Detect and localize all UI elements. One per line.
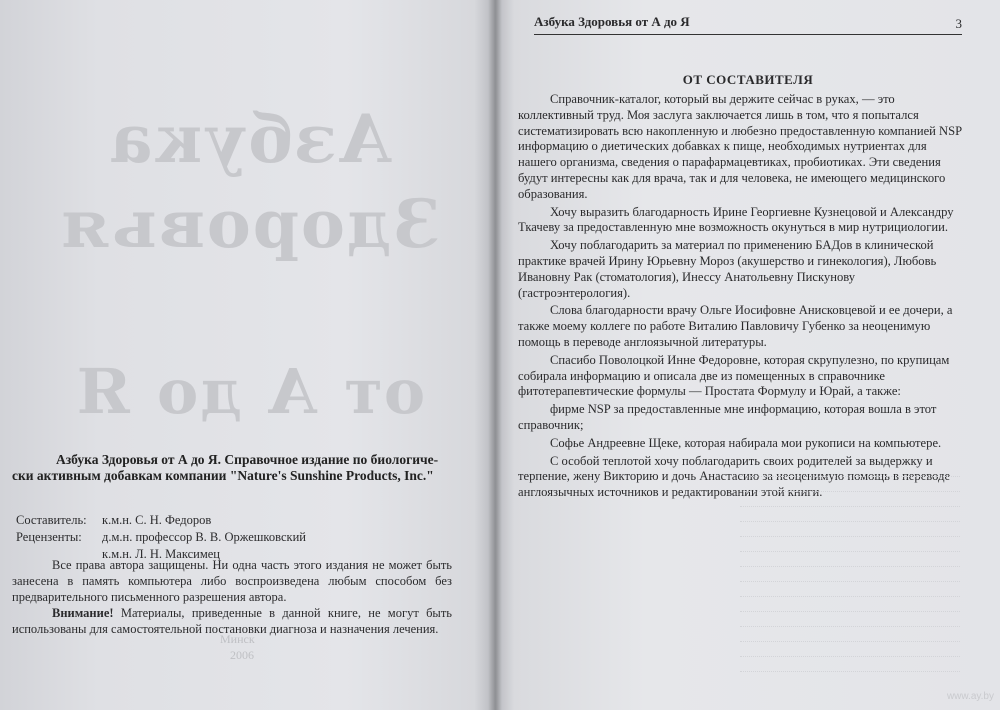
page-number: 3	[955, 16, 962, 31]
warning-text: Материалы, приведенные в данной книге, не могут быть использованы для самостоятельной постановки диагноза и назначения лечения.	[12, 606, 452, 636]
ghost-imprint-year: 2006	[230, 648, 254, 662]
show-through-toc	[740, 462, 960, 672]
section-title: ОТ СОСТАВИТЕЛЯ	[682, 72, 814, 87]
ghost-title-line-1: Азбука	[107, 100, 393, 178]
paragraph: Хочу поблагодарить за материал по применению БАДов в клинической практике врачей Ирину Юрьевну Мороз (акушерство и гинекология), Любовь Ивановну Рак (стоматология), Инессу Анатольевну Пискунову (гастроэнтерология).	[518, 238, 937, 300]
credit-row	[16, 512, 306, 529]
credit-name: к.м.н. С. Н. Федоров	[102, 513, 212, 527]
credit-row	[16, 529, 306, 546]
credit-name: д.м.н. профессор В. В. Оржешковский	[102, 530, 306, 544]
paragraph: Слова благодарности врачу Ольге Иосифовне Анисковцевой и ее дочери, а также моему коллеге по работе Виталию Павловичу Губенко за неоценимую помощь в переводе англоязычной литературы.	[518, 303, 953, 349]
annotation-line-1: Азбука Здоровья от А до Я. Справочное издание по биологиче-	[56, 452, 439, 467]
book-gutter	[488, 0, 502, 710]
annotation-line-2: ски активным добавкам компании "Nature's Sunshine Products, Inc."	[12, 468, 434, 483]
warning-label: Внимание!	[52, 606, 114, 620]
credit-role: Составитель:	[16, 513, 87, 527]
paragraph: Софье Андреевне Щеке, которая набирала мои рукописи на компьютере.	[550, 435, 942, 450]
watermark-text: www.ay.by	[946, 691, 994, 702]
ghost-title-line-2: Здоровья	[59, 185, 441, 263]
paragraph: Спасибо Поволоцкой Инне Федоровне, которая скрупулезно, по крупицам собирала информацию и описала две из помещенных в справочнике фитотерапевтические формулы — Простата Формулу и Юрай, а также:	[518, 352, 950, 399]
credit-role: Рецензенты:	[16, 530, 82, 544]
paragraph: фирме NSP за предоставленные мне информацию, которая вошла в этот справочник;	[518, 402, 937, 432]
ghost-title-line-3: от А до Я	[74, 355, 426, 428]
running-title: Азбука Здоровья от А до Я	[534, 14, 690, 29]
paragraph: Справочник-каталог, который вы держите сейчас в руках, — это коллективный труд. Моя заслуга заключается лишь в том, что я попытался систематизировать всю накопленную и любезно предоставленную компанией NSP информацию о диетических добавках к пище, необходимых нутриентах для нашего организма, сведения о парафармацевтиках, пробиотиках. Эти сведения будут интересны как для врача, так и для человека, не имеющего медицинского образования.	[518, 92, 962, 201]
copyright-notice	[12, 557, 452, 637]
credits-block	[16, 512, 306, 563]
ghost-imprint-city: Минск	[220, 632, 255, 646]
preface-body	[518, 92, 966, 503]
running-header	[534, 12, 962, 35]
paragraph: Хочу выразить благодарность Ирине Георгиевне Кузнецовой и Александру Ткачеву за предоставленную мне возможность окунуться в мир нутрициологии.	[518, 204, 954, 235]
warning-paragraph	[12, 605, 452, 637]
left-page	[0, 0, 494, 710]
book-annotation	[12, 452, 454, 484]
rights-text: Все права автора защищены. Ни одна часть этого издания не может быть занесена в память компьютера либо воспроизведена любым способом без предварительного письменного разрешения автора.	[12, 558, 452, 604]
paragraph: С особой теплотой хочу поблагодарить своих родителей за выдержку и терпение, жену Викторию и дочь Анастасию за неоценимую помощь в переводе англоязычных источников и редактировании этой книги.	[518, 453, 951, 500]
credit-name: к.м.н. Л. Н. Максимец	[102, 547, 220, 561]
